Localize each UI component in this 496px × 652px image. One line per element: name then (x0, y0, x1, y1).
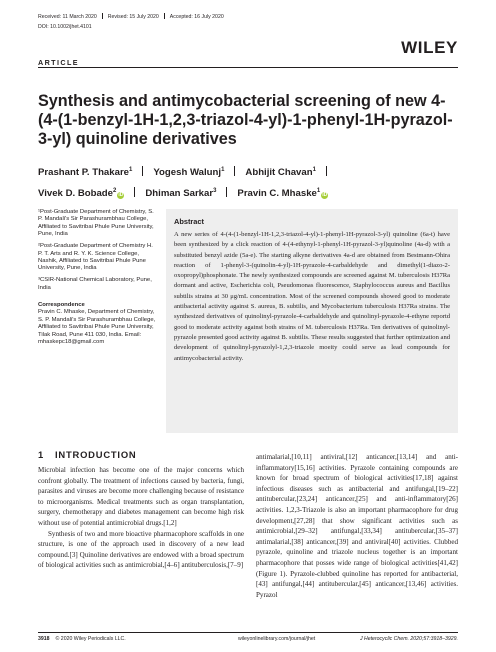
journal-url[interactable]: wileyonlinelibrary.com/journal/jhet (238, 636, 316, 642)
orcid-icon[interactable]: iD (322, 191, 328, 198)
paragraph: antimalarial,[10,11] antiviral,[12] anticancer,[13,14] and anti-inflammatory[15,16] activities. Pyrazole containing compounds are known for broad spectrum of biological activities[17,18] against infectious diseases such as antibacterial and antifungal,[19–22] antitubercular,[23,24] anticancer,[25] and anti-inflammatory[26] activities. 1,2,3-Triazole is also an important pharmacophore for drug development,[27,28] that show significant activities such as antimicrobial,[29–32] antifungal,[33,34] antitubercular,[35–37] antimalarial,[38] anticancer,[39] and antiviral[40] activities. Clubbed pyrazole, quinoline and triazole nucleus together is an important pharmacophore that posses wide range of biological activities[41,42] (Figure 1). Pyrazole-clubbed quinoline has reported for antibacterial,[43] antifungal,[44] antitubercular,[45] anticancer,[13,46] activities. Pyrazol (256, 453, 458, 599)
received-date: Received: 11 March 2020 (38, 14, 97, 20)
divider (134, 187, 135, 197)
divider (234, 166, 235, 176)
author-list (38, 161, 462, 203)
divider (142, 166, 143, 176)
divider (164, 13, 165, 19)
author[interactable]: Vivek D. Bobade$^2$iD (38, 188, 124, 200)
article-title: Synthesis and antimycobacterial screening of new 4-(4-(1-benzyl-1H-1,2,3-triazol-4-yl)-1-phenyl-1H-pyrazol-3-yl) quinoline derivatives (38, 92, 453, 148)
author[interactable]: Abhijit Chavan$^1$ (245, 167, 316, 179)
section-label: ARTICLE (38, 58, 79, 67)
orcid-icon[interactable]: iD (118, 191, 124, 198)
accepted-date: Accepted: 16 July 2020 (169, 14, 224, 20)
body-column-right (256, 452, 458, 600)
author[interactable]: Dhiman Sarkar$^3$ (145, 188, 217, 200)
affiliation: ²Post-Graduate Department of Chemistry H. P. T. Arts and R. Y. K. Science College, Nashik, Affiliated to Savitribai Phule Pune University, Pune, India (38, 243, 153, 272)
abstract-text: A new series of 4-(4-(1-benzyl-1H-1,2,3-triazol-4-yl)-1-phenyl-1H-pyrazol-3-yl) quinoline (6a-t) have been synthesized by a click reaction of 4-(4-ethynyl-1-phenyl-1H-pyrazol-3-yl)quinoline (4a-d) with a substituted benzyl azide (5a-e). The starting alkyne derivatives 4a-d are obtained from Bestmann-Ohira reaction of 1-phenyl-3-(quinolin-4-yl)-1H-pyrazole-4-carbaldehyde and dimethyl(1-diazo-2-oxopropyl)phosphonate. The newly synthesized compounds are screened against M. tuberculosis H37Ra dormant and active, Escherichia coli, Pseudomonas fluorescence, Staphylococcus aureus and Bacillus subtilis strains at 30 μg/mL concentration. Most of the screened compounds showed good to moderate antibacterial activity against S. aureus, B. subtilis, and Mycobacterium tuberculosis H37Ra strains. The synthesized derivatives of quinolinyl-pyrazole-4-carbaldehyde and quinolinyl-pyrazole-4-ethyne reportd good to moderate activity against both strains of M. tuberculosis H37Ra. Ten derivatives of quinolinyl-pyrazole presented good activity against B. subtilis. These results suggested that further optimization and development of quinolinyl-pyrazolyl-1,2,3-triazole moeity could serve as lead compounds for antimycobacterial activity. (174, 231, 450, 362)
page-number: 3918 (38, 636, 50, 642)
header-divider (38, 67, 458, 68)
abstract-heading: Abstract (174, 217, 204, 226)
author[interactable]: Yogesh Walunj$^1$ (153, 167, 225, 179)
correspondence-heading: Correspondence (38, 302, 85, 309)
section-number: 1 (38, 449, 45, 460)
author[interactable]: Prashant P. Thakare$^1$ (38, 167, 133, 179)
journal-citation: J Heterocyclic Chem. 2020;57:3918–3929. (359, 636, 458, 642)
divider (226, 187, 227, 197)
section-title: INTRODUCTION (55, 449, 137, 460)
author[interactable]: Pravin C. Mhaske$^1$iD (237, 188, 328, 200)
affiliations (38, 209, 158, 351)
paragraph: Synthesis of two and more bioactive pharmacophore scaffolds in one structure, is one of the approach used in discovery of a new lead compound.[3] Quinoline derivatives are endowed with a broad spectrum of biological activities such as antimicrobial,[4–6] antituberculosis,[7–9] (38, 529, 244, 570)
body-column-left (38, 465, 244, 571)
correspondence-text: Pravin C. Mhaske, Department of Chemistry, S. P. Mandali's Sir Parashurambhau College, Affiliated to Savitribai Phule Pune University, Tilak Road, Pune 411 030, India. Email: mhaskepc18@gmail.com (38, 309, 156, 346)
abstract-box (166, 209, 458, 433)
divider (326, 166, 327, 176)
copyright: © 2020 Wiley Periodicals LLC. (55, 636, 126, 642)
publisher-logo: WILEY (401, 38, 458, 57)
revised-date: Revised: 15 July 2020 (107, 14, 159, 20)
paragraph: Microbial infection has become one of the major concerns which confront globally. The treatment of infections caused by bacteria, fungi, parasites and viruses are become more challenging because of resistance to microorganisms. Medical treatments such as organ transplantation, surgery, chemotherapy and diabetes management can become high risk without use of potential antimicrobial drugs.[1,2] (38, 466, 244, 527)
doi[interactable]: DOI: 10.1002/jhet.4101 (38, 24, 92, 30)
article-dates (38, 13, 224, 20)
divider (102, 13, 103, 19)
footer-left (38, 636, 126, 642)
footer-divider (38, 632, 458, 633)
affiliation: ¹Post-Graduate Department of Chemistry, S. P. Mandali's Sir Parashurambhau College, Affiliated to Savitribai Phule Pune University, Pune, India (38, 209, 154, 238)
section-heading (38, 449, 136, 460)
affiliation: ³CSIR-National Chemical Laboratory, Pune, India (38, 277, 152, 291)
